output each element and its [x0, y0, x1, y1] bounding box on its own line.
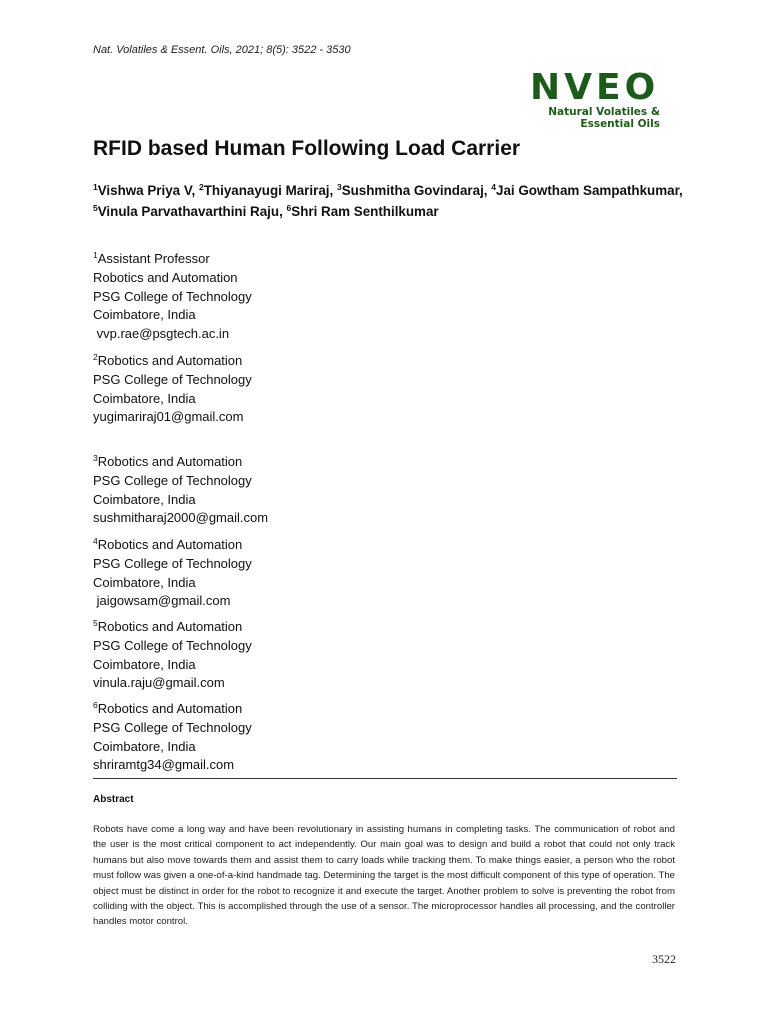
author-sup: 2 — [199, 182, 204, 192]
logo-subtitle-1: Natural Volatiles & — [548, 106, 660, 118]
paper-title: RFID based Human Following Load Carrier — [93, 137, 521, 160]
affiliation-sup: 2 — [93, 352, 98, 362]
affiliation-1 — [93, 250, 252, 344]
author-sup: 6 — [286, 203, 292, 213]
affiliation-line: Coimbatore, India — [93, 656, 196, 672]
affiliation-5 — [93, 618, 252, 693]
affiliation-email: vvp.rae@psgtech.ac.in — [93, 326, 230, 342]
affiliation-email: vinula.raju@gmail.com — [93, 675, 225, 691]
affiliation-line: Coimbatore, India — [93, 738, 196, 754]
abstract-heading: Abstract — [93, 794, 134, 805]
affiliation-line: Coimbatore, India — [93, 491, 196, 507]
author-name: Vishwa Priya V, — [97, 183, 196, 198]
affiliation-line: PSG College of Technology — [93, 555, 252, 571]
journal-reference: Nat. Volatiles & Essent. Oils, 2021; 8(5): 3522 - 3530 — [93, 44, 351, 56]
affiliation-line: PSG College of Technology — [93, 472, 252, 488]
logo-subtitle-2: Essential Oils — [580, 118, 660, 130]
affiliation-line: PSG College of Technology — [93, 637, 252, 653]
journal-logo — [530, 67, 660, 130]
affiliation-line: PSG College of Technology — [93, 371, 252, 387]
affiliation-sup: 4 — [93, 536, 98, 546]
affiliation-line: $^1$Assistant Professor — [93, 250, 210, 266]
affiliation-email: shriramtg34@gmail.com — [93, 757, 235, 773]
affiliation-sup: 3 — [93, 453, 98, 463]
author-name: Sushmitha Govindaraj, — [341, 183, 488, 198]
affiliation-3 — [93, 453, 268, 528]
author-list — [93, 180, 693, 222]
affiliation-4 — [93, 536, 252, 611]
affiliation-6 — [93, 700, 252, 775]
affiliation-email: jaigowsam@gmail.com — [93, 593, 231, 609]
affiliation-sup: 1 — [93, 250, 98, 260]
affiliation-line: $^5$Robotics and Automation — [93, 618, 243, 634]
author-sup: 4 — [491, 182, 496, 192]
affiliation-line: Coimbatore, India — [93, 390, 196, 406]
page-number: 3522 — [652, 952, 676, 966]
author-name: Jai Gowtham Sampathkumar, — [496, 183, 683, 198]
affiliation-line: Coimbatore, India — [93, 307, 196, 323]
affiliation-sup: 6 — [93, 700, 98, 710]
abstract-body: Robots have come a long way and have been revolutionary in assisting humans in completing tasks. The communication of robot and the user is the most critical component to act independently. Our main goal was to design and build a robot that could not only track humans but also move towards them and assist them to carry loads while tracking them. To make things easier, a person who the robot must follow was given a one-of-a-kind handmade tag. Determining the target is the most difficult component of this type of operation. The object must be distinct in order for the robot to recognize it and execute the target. Another problem to solve is preventing the robot from colliding with the object. This is accomplished through the use of a sensor. The microprocessor handles all processing, and the controller handles motor control. — [93, 824, 675, 928]
author-name: Thiyanayugi Mariraj, — [203, 183, 334, 198]
section-divider — [93, 778, 677, 779]
affiliation-line: $^4$Robotics and Automation — [93, 536, 243, 552]
affiliation-2 — [93, 352, 252, 427]
author-sup: 1 — [93, 182, 98, 192]
affiliation-line: PSG College of Technology — [93, 288, 252, 304]
logo-mark: NVEO — [530, 67, 660, 108]
affiliation-line: PSG College of Technology — [93, 719, 252, 735]
author-sup: 5 — [93, 203, 98, 213]
affiliation-email: sushmitharaj2000@gmail.com — [93, 510, 269, 526]
affiliation-sup: 5 — [93, 618, 98, 628]
affiliation-line: $^6$Robotics and Automation — [93, 700, 243, 716]
affiliation-line: Coimbatore, India — [93, 574, 196, 590]
author-sup: 3 — [336, 182, 342, 192]
author-name: Vinula Parvathavarthini Raju, — [97, 204, 283, 219]
affiliation-line: Robotics and Automation — [93, 269, 238, 285]
author-name: Shri Ram Senthilkumar — [291, 204, 439, 219]
affiliation-line: $^3$Robotics and Automation — [93, 453, 243, 469]
affiliation-email: yugimariraj01@gmail.com — [93, 409, 244, 425]
affiliation-line: $^2$Robotics and Automation — [93, 352, 243, 368]
